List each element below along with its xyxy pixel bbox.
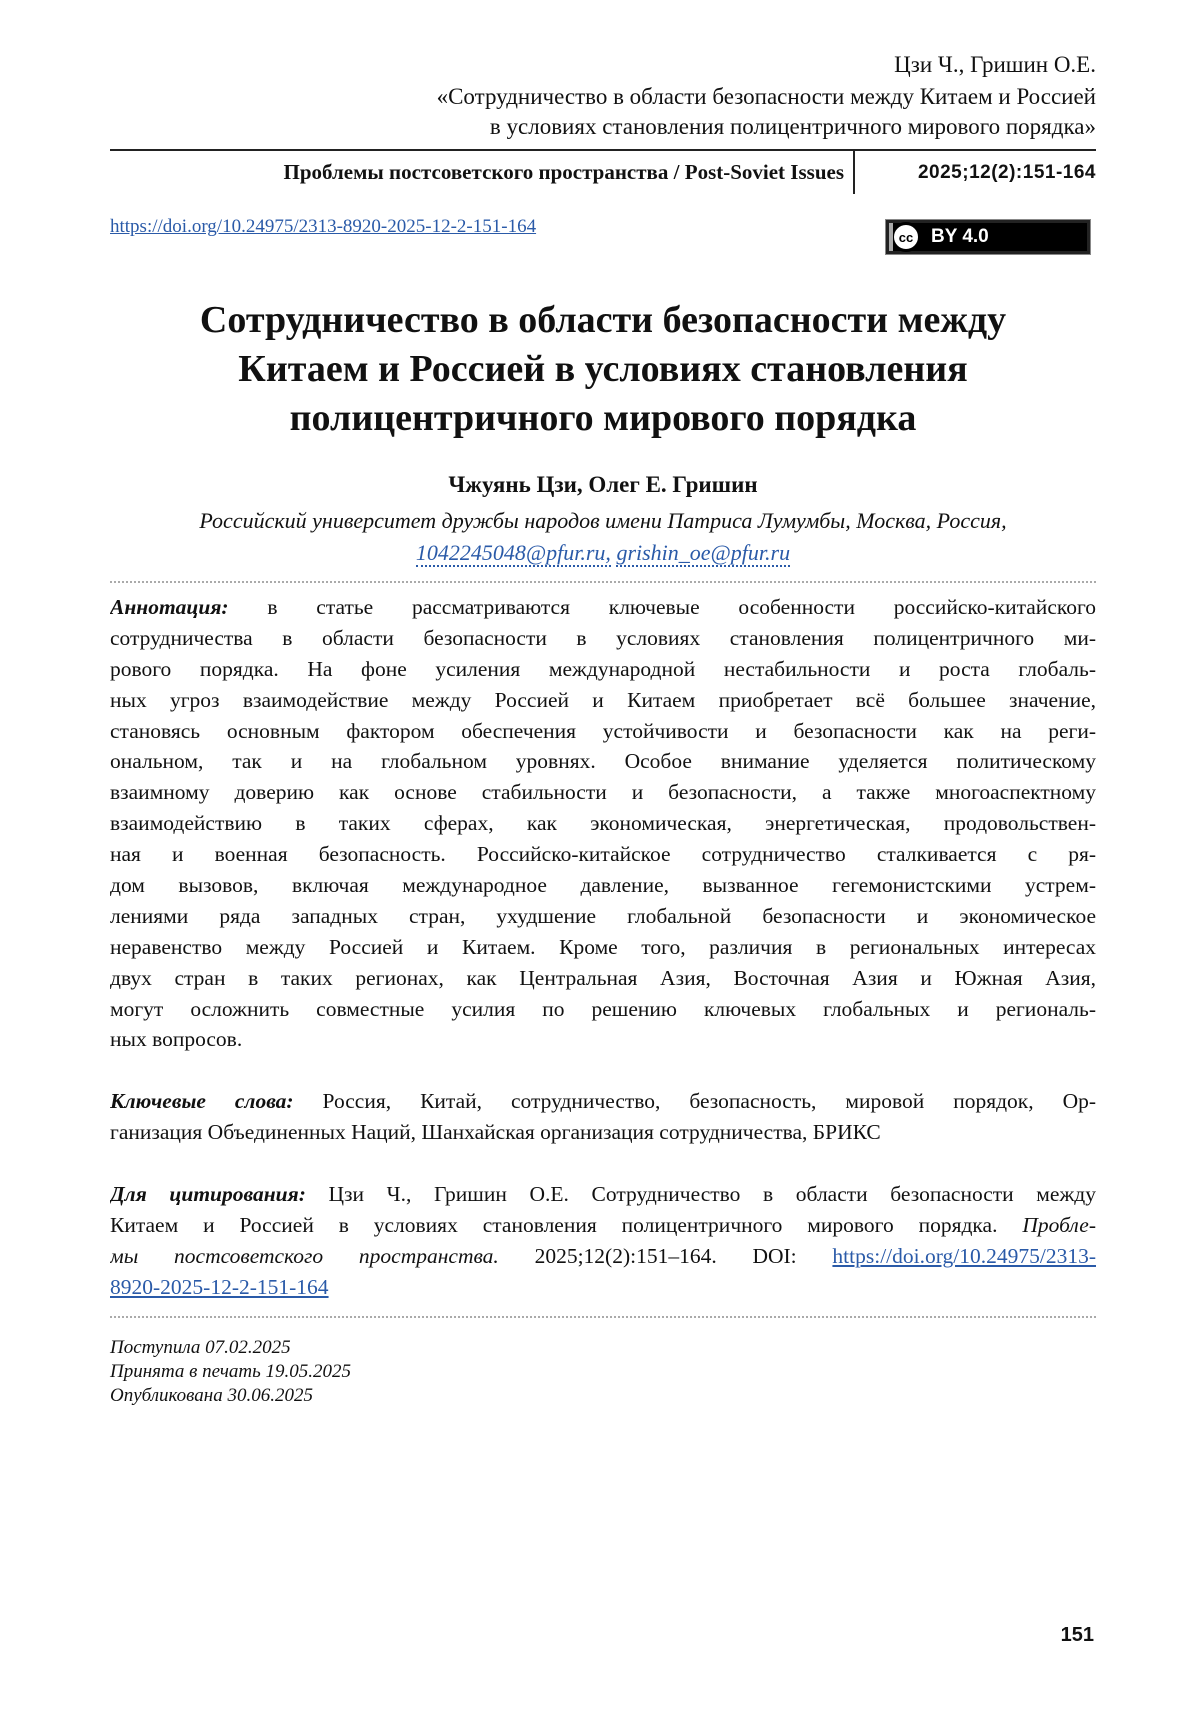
abstract-line: лениями ряда западных стран, ухудшение глобальной безопасности и экономическое [110, 901, 1096, 932]
title-line: Сотрудничество в области безопасности между [110, 296, 1096, 345]
cc-license-badge[interactable] [886, 220, 1090, 254]
keywords-line: ганизация Объединенных Наций, Шанхайская организация сотрудничества, БРИКС [110, 1117, 1096, 1148]
citation-label: Для цитирования: [110, 1182, 306, 1206]
abstract-line: ональном, так и на глобальном уровнях. Особое внимание уделяется политическому [110, 746, 1096, 777]
abstract-line: могут осложнить совместные усилия по решению ключевых глобальных и региональ- [110, 994, 1096, 1025]
date-received: Поступила 07.02.2025 [110, 1336, 351, 1360]
citation-text: Китаем и Россией в условиях становления полицентричного мирового порядка. [110, 1213, 997, 1237]
abstract-line: двух стран в таких регионах, как Центральная Азия, Восточная Азия и Южная Азия, [110, 963, 1096, 994]
abstract-line: ных вопросов. [110, 1024, 1096, 1055]
abstract-line: сотрудничества в области безопасности в условиях становления полицентричного ми- [110, 623, 1096, 654]
running-header-authors: Цзи Ч., Гришин О.Е. [894, 50, 1096, 80]
citation-journal: мы постсоветского пространства. [110, 1244, 499, 1268]
running-header-title-2: в условиях становления полицентричного мирового порядка» [490, 112, 1096, 142]
abstract-line: ных угроз взаимодействие между Россией и Китаем приобретает всё большее значение, [110, 685, 1096, 716]
cc-icon: cc [891, 222, 921, 252]
abstract [110, 592, 1096, 1055]
affiliation [110, 505, 1096, 569]
journal-name: Проблемы постсоветского пространства / Post-Soviet Issues [284, 160, 845, 185]
article-authors: Чжуянь Цзи, Олег Е. Гришин [110, 472, 1096, 498]
badge-edge [889, 223, 893, 251]
abstract-line: ная и военная безопасность. Российско-китайское сотрудничество сталкивается с ря- [110, 839, 1096, 870]
citation-text: 2025;12(2):151–164. DOI: [535, 1244, 797, 1268]
email-link-2[interactable]: grishin_oe@pfur.ru [616, 540, 790, 567]
citation-doi-link[interactable]: 8920-2025-12-2-151-164 [110, 1275, 329, 1299]
doi-link[interactable]: https://doi.org/10.24975/2313-8920-2025-12-2-151-164 [110, 216, 536, 238]
dotted-divider [110, 581, 1096, 583]
license-label: BY 4.0 [931, 226, 989, 248]
abstract-line: неравенство между Россией и Китаем. Кроме того, различия в региональных интересах [110, 932, 1096, 963]
abstract-label: Аннотация: [110, 595, 229, 619]
header-divider [853, 150, 855, 194]
citation [110, 1179, 1096, 1303]
affiliation-text: Российский университет дружбы народов имени Патриса Лумумбы, Москва, Россия, [110, 505, 1096, 537]
abstract-line: рового порядка. На фоне усиления международной нестабильности и роста глобаль- [110, 654, 1096, 685]
abstract-line: становясь основным фактором обеспечения устойчивости и безопасности как на реги- [110, 716, 1096, 747]
author-emails [110, 537, 1096, 569]
abstract-line: взаимному доверию как основе стабильности и безопасности, а также многоаспектному [110, 777, 1096, 808]
page-number: 151 [1061, 1624, 1094, 1647]
email-link-1[interactable]: 1042245048@pfur.ru, [416, 540, 611, 567]
dotted-divider [110, 1316, 1096, 1318]
date-accepted: Принята в печать 19.05.2025 [110, 1360, 351, 1384]
title-line: Китаем и Россией в условиях становления [110, 345, 1096, 394]
journal-volume: 2025;12(2):151-164 [918, 162, 1096, 184]
article-title [110, 296, 1096, 443]
date-published: Опубликована 30.06.2025 [110, 1384, 351, 1408]
citation-journal: Пробле- [1022, 1213, 1096, 1237]
citation-text: Цзи Ч., Гришин О.Е. Сотрудничество в области безопасности между [328, 1182, 1096, 1206]
article-dates [110, 1336, 351, 1408]
keywords [110, 1086, 1096, 1148]
header-rule [110, 149, 1096, 151]
keywords-label: Ключевые слова: [110, 1089, 294, 1113]
abstract-line: дом вызовов, включая международное давление, вызванное гегемонистскими устрем- [110, 870, 1096, 901]
keywords-line: Россия, Китай, сотрудничество, безопасность, мировой порядок, Ор- [323, 1089, 1096, 1113]
abstract-line: взаимодействию в таких сферах, как экономическая, энергетическая, продовольствен- [110, 808, 1096, 839]
title-line: полицентричного мирового порядка [110, 394, 1096, 443]
citation-doi-link[interactable]: https://doi.org/10.24975/2313- [832, 1244, 1096, 1268]
running-header-title-1: «Сотрудничество в области безопасности между Китаем и Россией [437, 82, 1096, 112]
abstract-line: в статье рассматриваются ключевые особенности российско-китайского [267, 595, 1096, 619]
